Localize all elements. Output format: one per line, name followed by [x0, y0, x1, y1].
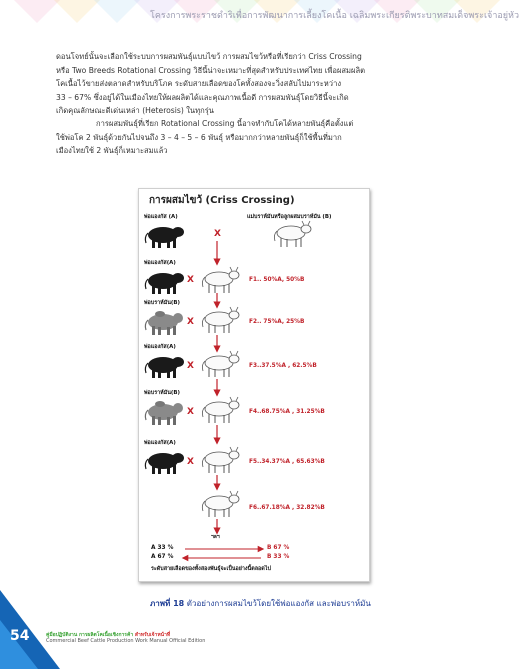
header-title: โครงการพระราชดำริเพื่อการพัฒนาการเลี้ยงโคเนื้อ เฉลิมพระเกียรติพระบาทสมเด็จพระเจ้าอยู่หัว	[150, 11, 519, 21]
paragraph-line: ใช้พ่อโค 2 พันธุ์ด้วยกันไปจนถึง 3 – 4 – 5 – 6 พันธุ์ หรือมากกว่าหลายพันธุ์ก็ใช้พื้นที่มาก	[56, 132, 342, 142]
page-number: 54	[10, 628, 30, 644]
paragraph-line: เกิดคุณลักษณะดีเด่นเหล่า (Heterosis) ในทุกรุ่น	[56, 106, 214, 115]
result-f6: F6..67.18%A , 32.82%B	[249, 505, 325, 511]
black-bull-icon	[145, 453, 184, 474]
cross-mark: X	[214, 229, 221, 239]
footer-subtitle: Commercial Beef Cattle Production Work Manual Official Edition	[46, 638, 206, 644]
paragraph-line: หรือ Two Breeds Rotational Crossing วิธีนี้น่าจะเหมาะที่สุดสำหรับประเทศไทย เพื่อผสมผลิต	[56, 65, 366, 75]
first-sire-label: พ่อแองกัส (A)	[144, 214, 178, 220]
cross-mark: X	[187, 317, 194, 327]
result-f4: F4..68.75%A , 31.25%B	[249, 409, 325, 415]
sire-label: พ่อบราห์มัน(B)	[144, 390, 180, 396]
figure-caption	[150, 597, 371, 610]
crossbred-cow-icon	[202, 491, 239, 517]
crossbred-cow-icon	[202, 307, 239, 333]
figure-title: การผสมไขว้ (Criss Crossing)	[149, 195, 295, 206]
cross-mark: X	[187, 361, 194, 371]
black-bull-icon	[145, 273, 184, 294]
range-right-1: B 67 %	[267, 545, 290, 551]
sire-label: พ่อแองกัส(A)	[144, 260, 176, 266]
range-left-1: A 33 %	[151, 545, 174, 551]
cross-mark: X	[187, 407, 194, 417]
caption-text: ตัวอย่างการผสมไขว้โดยใช้พ่อแองกัส และพ่อบราห์มัน	[186, 599, 371, 608]
header-band	[0, 0, 519, 40]
crossbred-cow-icon	[274, 221, 311, 247]
sire-label: พ่อแองกัส(A)	[144, 344, 176, 350]
result-f3: F3..37.5%A , 62.5%B	[249, 363, 317, 369]
paragraph-line: การผสมพันธุ์ที่เรียก Rotational Crossing นี้อาจทำกับโคได้หลายพันธุ์คือตั้งแต่	[96, 119, 354, 128]
paragraph-1	[56, 50, 441, 118]
black-bull-icon	[145, 227, 184, 248]
crossbred-cow-icon	[202, 351, 239, 377]
cross-mark: X	[187, 457, 194, 467]
result-f2: F2.. 75%A, 25%B	[249, 319, 305, 325]
sire-label: พ่อแองกัส(A)	[144, 440, 176, 446]
range-left-2: A 67 %	[151, 554, 174, 560]
caption-label: ภาพที่ 18	[150, 599, 185, 608]
paragraph-line: 33 – 67% ซึ่งอยู่ได้ในเมืองไทยให้ผลผลิตได้และคุณภาพเนื้อดี การผสมพันธุ์โดยวิธีนี้จะเกิด	[56, 92, 349, 102]
black-bull-icon	[145, 357, 184, 378]
range-right-2: B 33 %	[267, 554, 290, 560]
result-f1: F1.. 50%A, 50%B	[249, 277, 305, 283]
paragraph-line: ดอนโจทย์นั้นจะเลือกใช้ระบบการผสมพันธุ์แบบไขว้ การผสมไขว้หรือที่เรียกว่า Criss Crossing	[56, 52, 362, 61]
crossbred-cow-icon	[202, 397, 239, 423]
range-note: ระดับสายเลือดของทั้งสองพันธุ์จะเป็นอย่างนี้ตลอดไป	[151, 566, 271, 572]
paragraph-line: เมืองไทยใช้ 2 พันธุ์ก็เหมาะสมแล้ว	[56, 146, 168, 155]
criss-crossing-figure	[138, 188, 370, 582]
sire-label: พ่อบราห์มัน(B)	[144, 300, 180, 306]
figure-graphics	[139, 189, 369, 581]
cross-mark: X	[187, 275, 194, 285]
range-label: ฯลฯ	[211, 534, 220, 540]
brahman-bull-icon	[145, 311, 183, 335]
footer-title: คู่มือปฏิบัติงาน การผลิตโคเนื้อเชิงการค้า สำหรับเจ้าหน้าที่	[46, 632, 171, 638]
crossbred-cow-icon	[202, 447, 239, 473]
paragraph-line: โคเนื้อไว้ขายส่งตลาดสำหรับบริโภค ระดับสายเลือดของโคทั้งสองจะวิ่งสลับไปมาระหว่าง	[56, 79, 342, 88]
crossbred-cow-icon	[202, 267, 239, 293]
result-f5: F5..34.37%A , 65.63%B	[249, 459, 325, 465]
paragraph-2	[56, 117, 441, 158]
first-dam-label: แม่บราห์มันหรือลูกผสมบราห์มัน (B)	[247, 214, 332, 220]
brahman-bull-icon	[145, 401, 183, 425]
